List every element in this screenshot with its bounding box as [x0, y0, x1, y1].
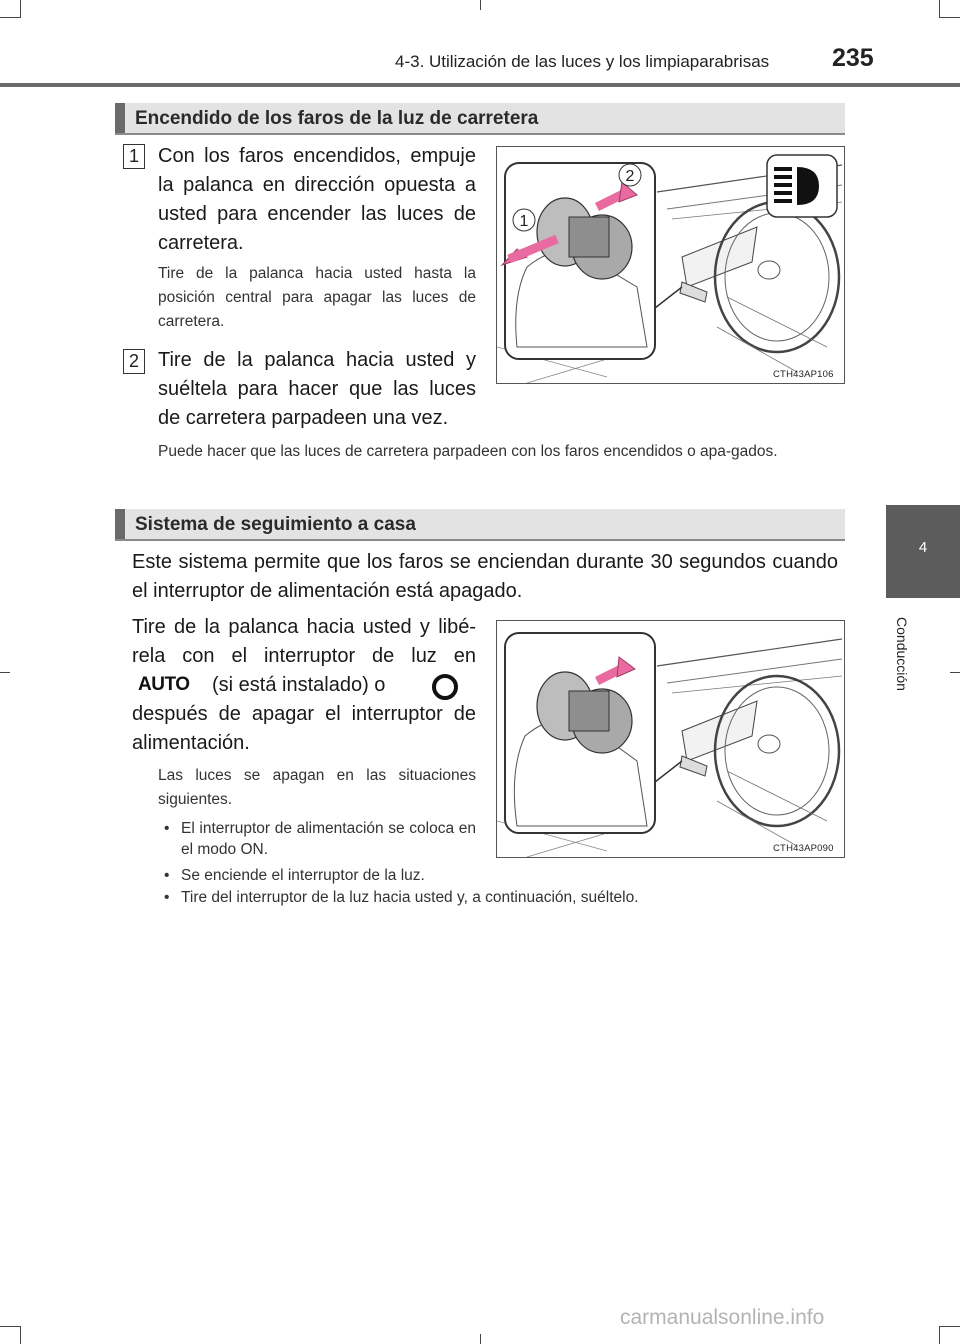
figure-code: CTH43AP090 [773, 843, 834, 854]
step-2-text: Tire de la palanca hacia usted y suéltela para hacer que las luces de carretera parpadeen una vez. [158, 349, 476, 429]
header-rule [0, 83, 960, 87]
bullet-item: • [164, 867, 170, 884]
bullet-text: El interruptor de alimentación se coloca en el modo ON. [181, 820, 476, 858]
figure-follow-me-home-illustration [497, 621, 844, 857]
page-number: 235 [832, 44, 874, 72]
figure-high-beam-lever-illustration [497, 147, 844, 383]
section-2-intro: Este sistema permite que los faros se enciendan durante 30 segundos cuando el interruptor de alimentación está apagado. [132, 551, 838, 602]
figure-label-1: 1 [519, 213, 529, 230]
section-2-line-3: (si está instalado) o [212, 674, 386, 696]
section-2-line-2: rela con el interruptor de luz en [132, 645, 476, 667]
figure-follow-me-home-lever [496, 620, 845, 858]
bullet-item: • [164, 820, 170, 837]
crop-mark [939, 0, 940, 18]
crop-mark [940, 1326, 960, 1327]
crop-mark [950, 672, 960, 673]
crop-mark [0, 17, 20, 18]
crop-mark [0, 1326, 20, 1327]
section-heading-text: Encendido de los faros de la luz de carretera [135, 108, 539, 129]
light-off-symbol [432, 674, 458, 700]
chapter-tab [886, 505, 960, 598]
chapter-label [890, 604, 914, 704]
chapter-label-text: Conducción [894, 617, 910, 691]
crop-mark [480, 1334, 481, 1344]
crop-mark [939, 1326, 940, 1344]
section-2-note: Las luces se apagan en las situaciones siguientes. [158, 767, 476, 808]
figure-code: CTH43AP106 [773, 369, 834, 380]
crop-mark [20, 1326, 21, 1344]
chapter-number: 4 [918, 539, 928, 556]
figure-high-beam-lever [496, 146, 845, 384]
step-1-note: Tire de la palanca hacia usted hasta la posición central para apagar las luces de carretera. [158, 265, 476, 330]
section-2-line-1: Tire de la palanca hacia usted y libé- [132, 616, 476, 638]
crop-mark [0, 672, 10, 673]
bullet-item: • [164, 889, 170, 906]
header-title: 4-3. Utilización de las luces y los limpiaparabrisas [395, 52, 770, 71]
section-1-note: Puede hacer que las luces de carretera parpadeen con los faros encendidos o apa-gados. [158, 443, 778, 460]
crop-mark [20, 0, 21, 18]
step-1-text: Con los faros encendidos, empuje la palanca en dirección opuesta a usted para encender las luces de carretera. [158, 145, 476, 254]
crop-mark [940, 17, 960, 18]
footer-watermark: carmanualsonline.info [620, 1306, 825, 1329]
auto-switch-symbol: AUTO [138, 674, 190, 695]
step-number-2: 2 [123, 349, 145, 374]
step-number-1: 1 [123, 144, 145, 169]
section-2-line-4: después de apagar el interruptor de alimentación. [132, 703, 476, 754]
section-heading-high-beam [115, 103, 845, 135]
figure-label-2: 2 [625, 168, 635, 185]
crop-mark [480, 0, 481, 10]
bullet-text: Se enciende el interruptor de la luz. [181, 867, 425, 884]
bullet-text: Tire del interruptor de la luz hacia usted y, a continuación, suéltelo. [181, 889, 639, 906]
section-heading-follow-me-home [115, 509, 845, 541]
section-heading-text: Sistema de seguimiento a casa [135, 514, 416, 535]
